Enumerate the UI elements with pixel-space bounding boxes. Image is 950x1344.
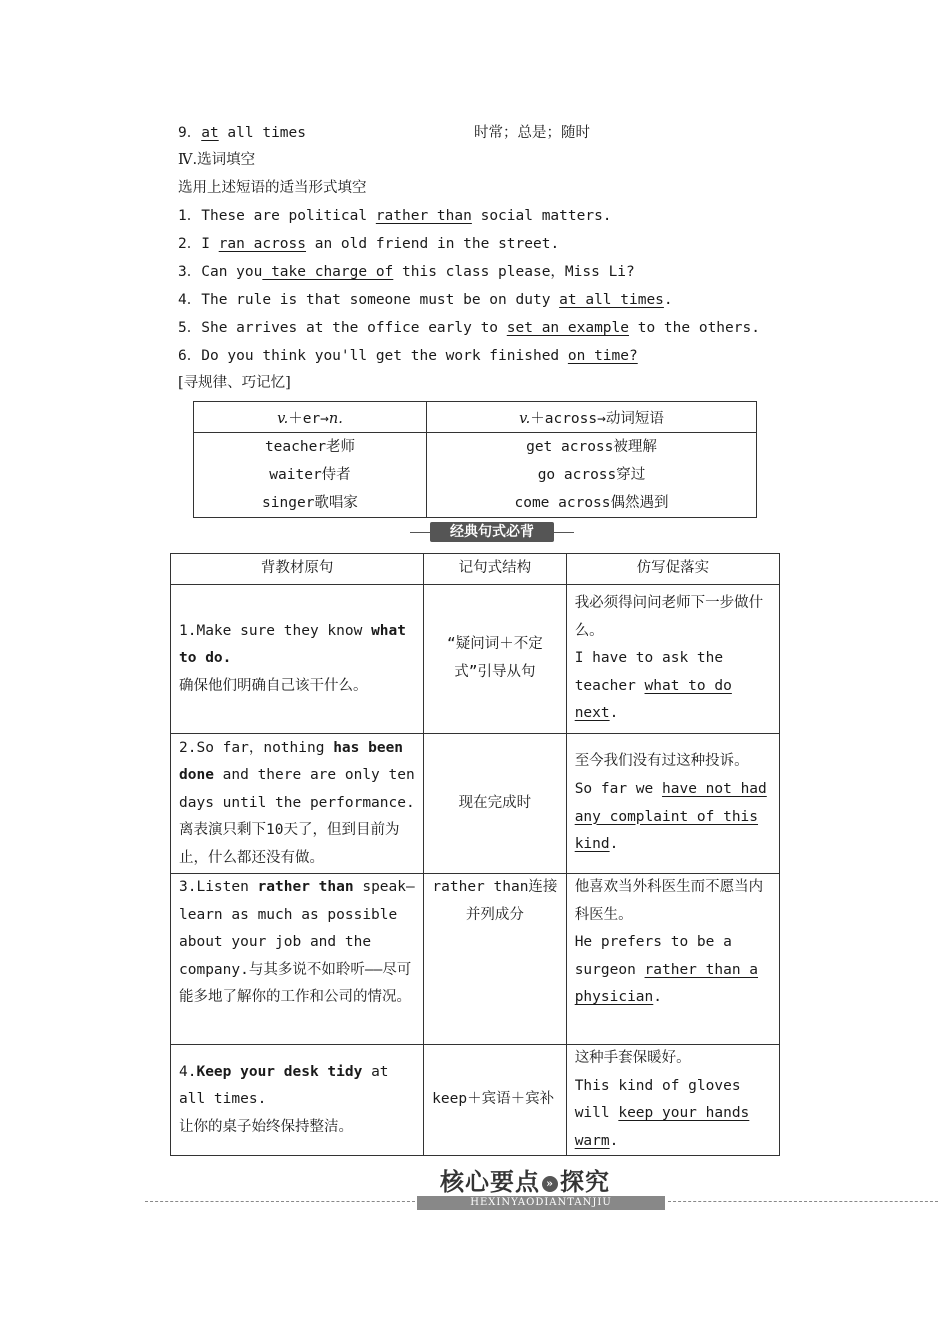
footer-subtitle: HEXINYAODIANTANJIU [417, 1196, 665, 1210]
structure-cell: keep＋宾语＋宾补 [424, 1045, 567, 1156]
list-item: singer歌唱家 [262, 495, 358, 511]
divider [410, 532, 430, 533]
structure-cell: “疑问词＋不定式”引导从句 [424, 585, 567, 734]
answer-blank: set an example [506, 320, 629, 336]
item-9-meaning: 时常；总是；随时 [474, 125, 590, 141]
section-footer [0, 1160, 950, 1210]
header-cell: 仿写促落实 [566, 554, 779, 585]
answer-blank: keep your hands warm [574, 1105, 750, 1149]
rule-table-left-cell [194, 433, 427, 518]
practice-cell: 我必须得问问老师下一步做什么。 I have to ask the teacher what to do next. [566, 585, 779, 734]
answer-blank: at [201, 125, 219, 141]
answer-blank: rather than [375, 208, 472, 224]
orig-sentence-cell: 4.Keep your desk tidy at all times. 让你的桌子始终保持整洁。 [171, 1045, 424, 1156]
answer-blank: rather than a physician [574, 961, 759, 1006]
item-9: 9．at all times [178, 125, 307, 141]
arrow-icon: » [542, 1176, 558, 1192]
list-item: waiter侍者 [269, 467, 351, 483]
list-item: go across穿过 [537, 467, 646, 483]
rule-table-right-cell [427, 433, 757, 518]
answer-blank: ran across [218, 236, 307, 252]
banner-title: 经典句式必背 [430, 522, 554, 542]
section-title: Ⅳ.选词填空 [178, 152, 256, 168]
exercise-item: 1．These are political rather than social matters. [178, 208, 612, 224]
header-cell: 背教材原句 [171, 554, 424, 585]
table-row [171, 874, 780, 1045]
orig-sentence-cell: 3.Listen rather than speak—learn as much as possible about your job and the company.与其多说不如聆听——尽可能多地了解你的工作和公司的情况。 [171, 874, 424, 1045]
list-item: get across被理解 [526, 439, 657, 455]
practice-cell: 他喜欢当外科医生而不愿当内科医生。 He prefers to be a surgeon rather than a physician. [566, 874, 779, 1045]
exercise-item: 4．The rule is that someone must be on duty at all times. [178, 292, 673, 308]
answer-blank: on time? [567, 348, 638, 364]
answer-blank: have not had any complaint of this kind [574, 780, 767, 853]
practice-cell: 至今我们没有过这种投诉。 So far we have not had any complaint of this kind. [566, 734, 779, 874]
rule-table-header-right: v.＋across→动词短语 [427, 402, 757, 433]
header-cell: 记句式结构 [424, 554, 567, 585]
table-row [171, 734, 780, 874]
list-item: teacher老师 [264, 439, 356, 455]
section-instruction: 选用上述短语的适当形式填空 [178, 180, 367, 196]
orig-sentence-cell: 2.So far，nothing has been done and there are only ten days until the performance. 离表演只剩下10天了，但到目前为止，什么都还没有做。 [171, 734, 424, 874]
footer-title: 核心要点 » 探究 [440, 1167, 610, 1196]
memory-title: [寻规律、巧记忆] [178, 375, 291, 391]
exercise-item: 6．Do you think you'll get the work finished on time? [178, 348, 638, 364]
exercise-item: 3．Can you take charge of this class please，Miss Li? [178, 264, 635, 280]
divider [145, 1201, 415, 1202]
table-row [171, 1045, 780, 1156]
answer-blank: at all times [559, 292, 664, 308]
rule-table [193, 401, 757, 518]
orig-sentence-cell: 1.Make sure they know what to do. 确保他们明确自己该干什么。 [171, 585, 424, 734]
list-item: come across偶然遇到 [514, 495, 669, 511]
divider [554, 532, 574, 533]
sentence-table [170, 553, 780, 1156]
structure-cell: rather than连接并列成分 [424, 874, 567, 1045]
structure-cell: 现在完成时 [424, 734, 567, 874]
answer-blank: what to do next [574, 677, 732, 722]
answer-blank: take charge of [262, 264, 394, 280]
exercise-item: 5．She arrives at the office early to set an example to the others. [178, 320, 760, 336]
rule-table-header-left: v.＋er→n. [194, 402, 427, 433]
table-row [171, 585, 780, 734]
divider [668, 1201, 938, 1202]
exercise-item: 2．I ran across an old friend in the street. [178, 236, 560, 252]
practice-cell: 这种手套保暖好。 This kind of gloves will keep your hands warm. [566, 1045, 779, 1156]
section-banner [410, 522, 574, 544]
